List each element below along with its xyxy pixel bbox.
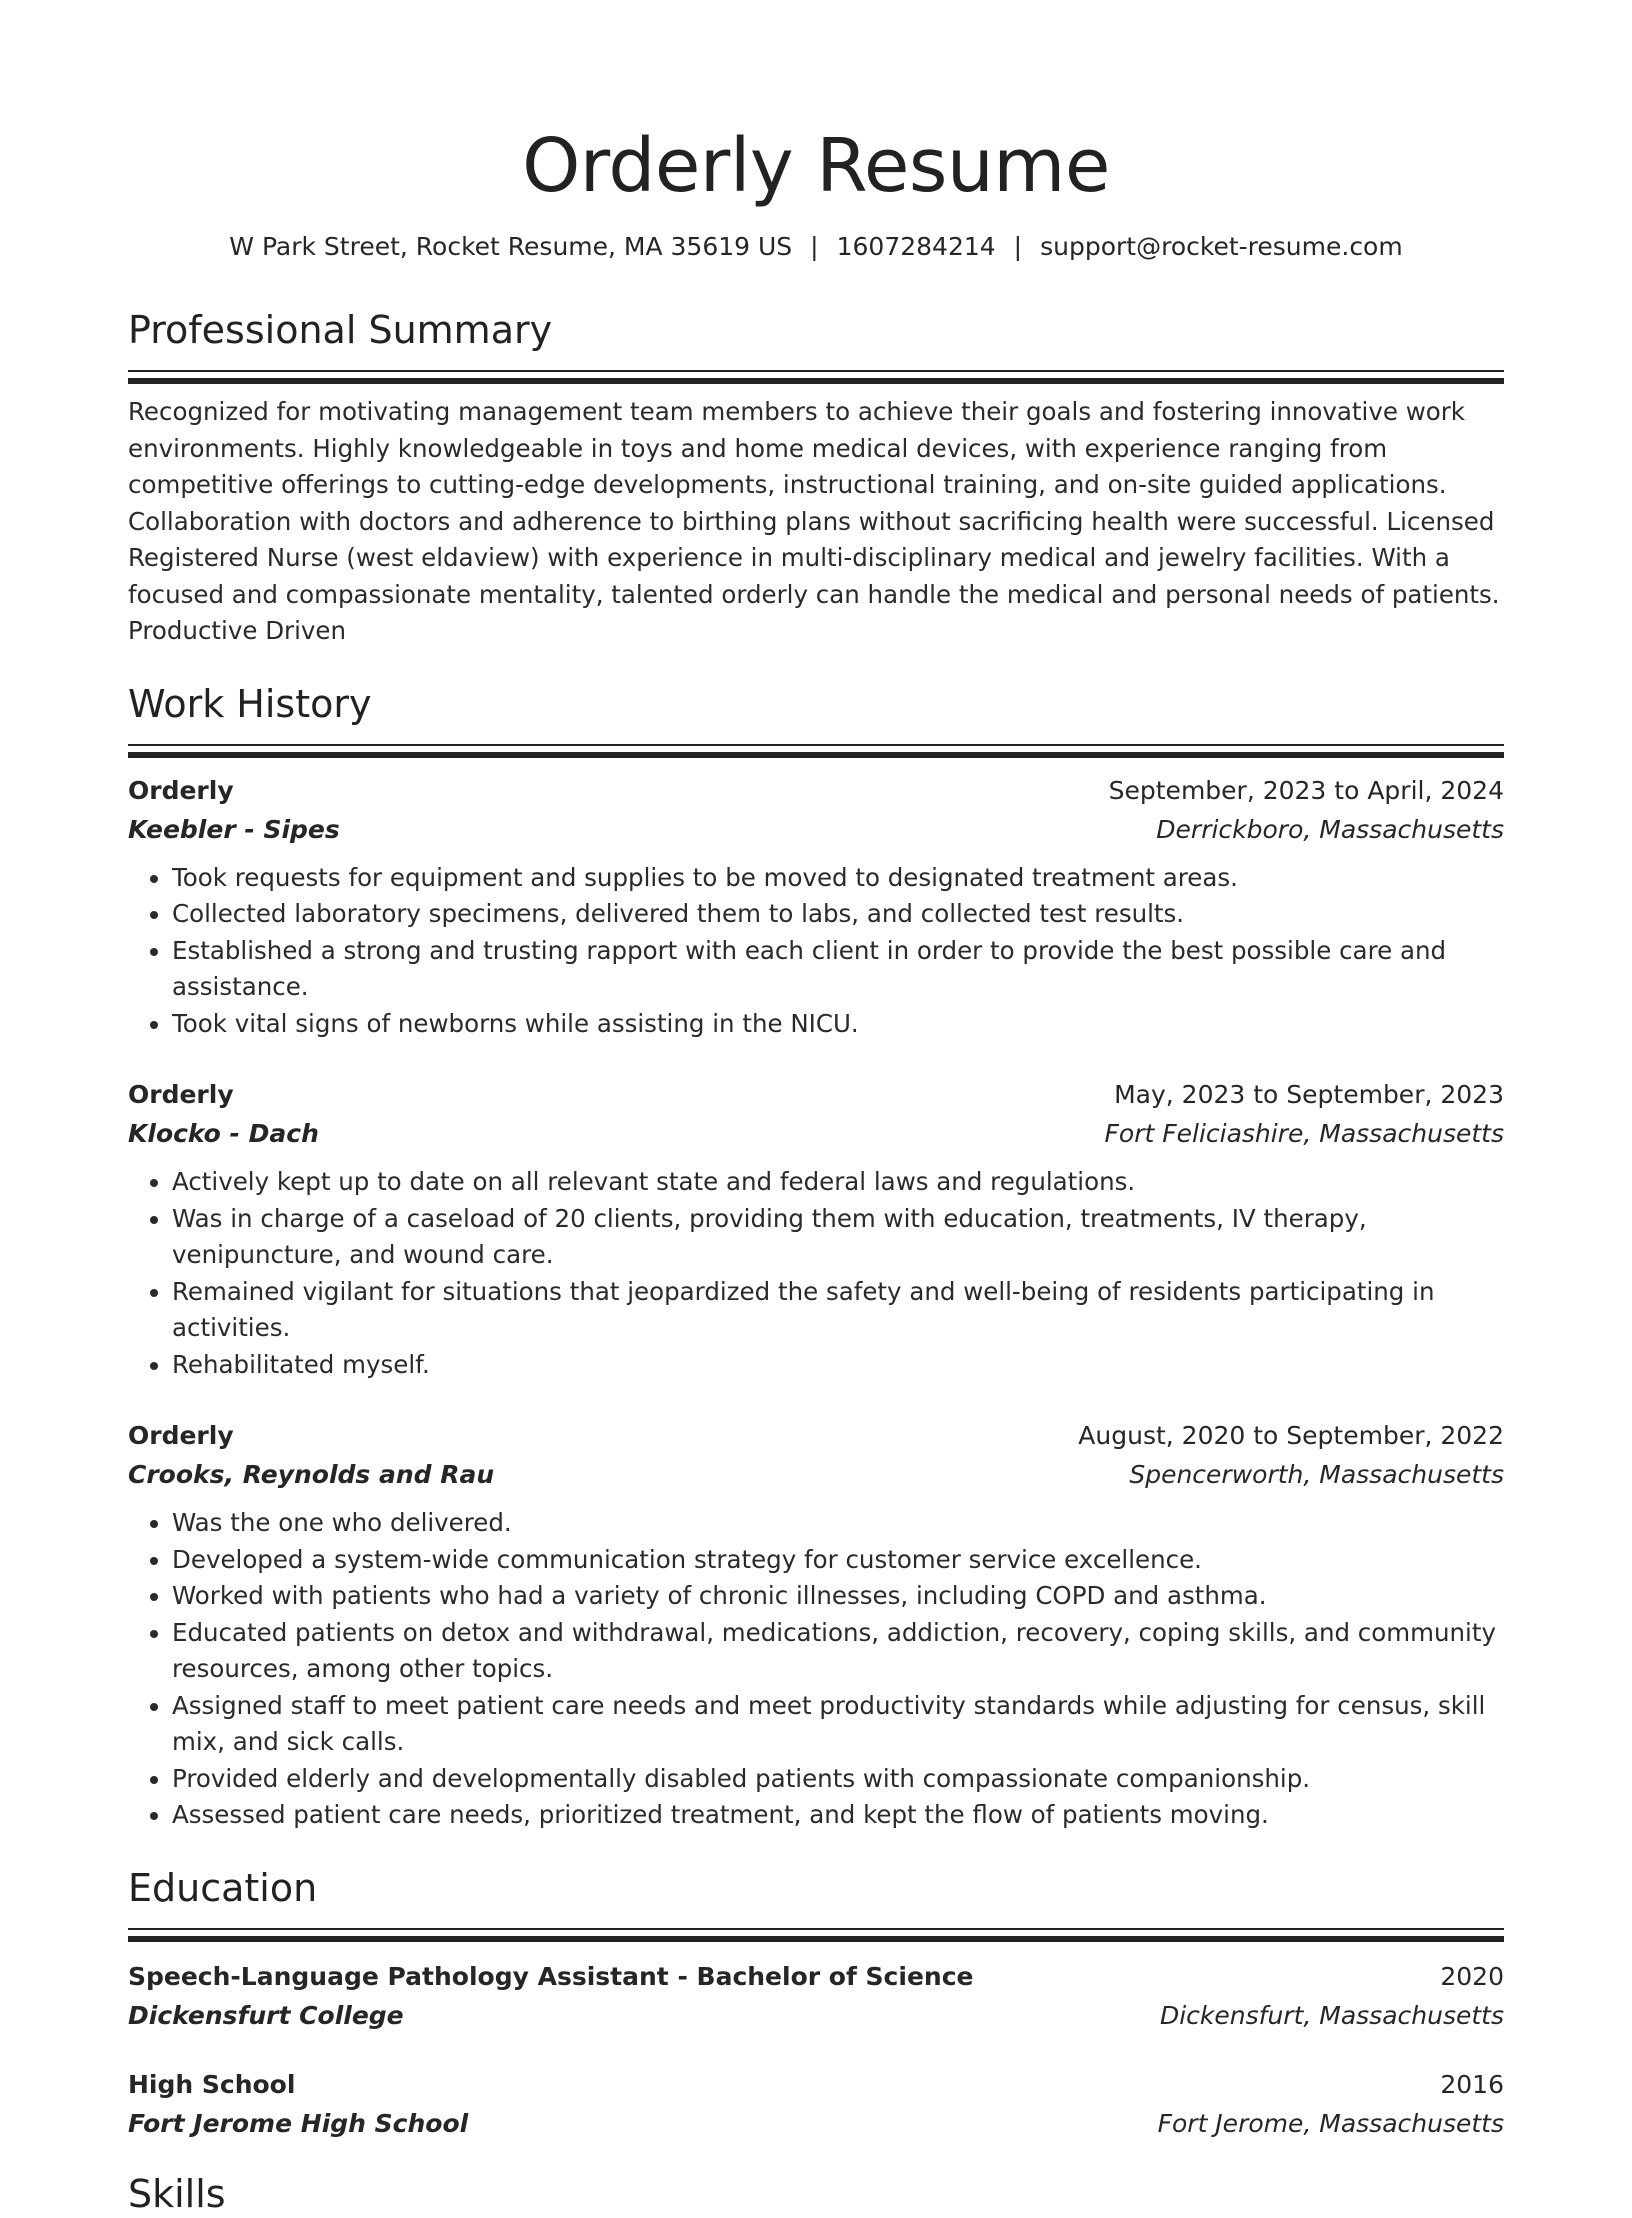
contact-address: W Park Street, Rocket Resume, MA 35619 US xyxy=(229,232,793,261)
contact-line xyxy=(128,230,1504,264)
contact-phone: 1607284214 xyxy=(836,232,996,261)
summary-text: Recognized for motivating management team members to achieve their goals and fostering innovative work environments. Highly knowledgeable in toys and home medical devices, with experience ranging from competitive offerings to cutting-edge developments, instructional training, and on-site guided applications. Collaboration with doctors and adherence to birthing plans without sacrificing health were successful. Licensed Registered Nurse (west eldaview) with experience in multi-disciplinary medical and jewelry facilities. With a focused and compassionate mentality, talented orderly can handle the medical and personal needs of patients. Productive Driven xyxy=(128,397,1500,645)
job-company: Klocko - Dach xyxy=(128,1119,319,1148)
job-bullet-list xyxy=(128,1505,1504,1834)
job-entry xyxy=(128,1076,1504,1383)
section-title-education: Education xyxy=(128,1865,318,1910)
education-degree: Speech-Language Pathology Assistant - Bachelor of Science xyxy=(128,1961,974,1991)
education-year: 2016 xyxy=(1440,2069,1504,2099)
section-title-summary: Professional Summary xyxy=(128,308,553,352)
job-bullet: • Collected laboratory specimens, delivered them to labs, and collected test results. xyxy=(172,896,1504,933)
summary-section xyxy=(128,306,1504,650)
job-bullet: • Took vital signs of newborns while assisting in the NICU. xyxy=(172,1006,1504,1043)
section-title-work-history: Work History xyxy=(128,681,372,726)
education-school: Dickensfurt College xyxy=(128,2000,404,2030)
job-bullet: • Established a strong and trusting rapport with each client in order to provide the best possible care and assistance. xyxy=(172,933,1504,1006)
job-dates: August, 2020 to September, 2022 xyxy=(1078,1421,1504,1450)
section-title-skills: Skills xyxy=(128,2171,226,2216)
resume-page xyxy=(128,0,1504,2218)
job-location: Fort Feliciashire, Massachusetts xyxy=(1104,1119,1504,1148)
section-divider xyxy=(128,370,1504,382)
job-location: Spencerworth, Massachusetts xyxy=(1129,1460,1504,1489)
contact-email: support@rocket-resume.com xyxy=(1040,232,1403,261)
contact-separator: | xyxy=(1013,232,1023,261)
job-title: Orderly xyxy=(128,1080,234,1109)
job-location: Derrickboro, Massachusetts xyxy=(1156,814,1504,844)
job-bullet: • Assessed patient care needs, prioritized treatment, and kept the flow of patients moving. xyxy=(172,1797,1504,1834)
education-section xyxy=(128,1864,1504,2144)
contact-separator: | xyxy=(810,232,819,261)
job-bullet: • Actively kept up to date on all relevant state and federal laws and regulations. xyxy=(172,1164,1504,1201)
job-entry xyxy=(128,1417,1504,1834)
job-bullet: • Assigned staff to meet patient care needs and meet productivity standards while adjusting for census, skill mix, and sick calls. xyxy=(172,1688,1504,1761)
job-company: Crooks, Reynolds and Rau xyxy=(128,1460,495,1489)
job-bullet: • Developed a system-wide communication strategy for customer service excellence. xyxy=(172,1542,1504,1579)
education-year: 2020 xyxy=(1440,1961,1504,1991)
education-entry xyxy=(128,1958,1504,2036)
job-title: Orderly xyxy=(128,1421,234,1450)
job-bullet: • Was the one who delivered. xyxy=(172,1505,1504,1542)
job-company: Keebler - Sipes xyxy=(128,814,340,844)
education-entry xyxy=(128,2066,1504,2144)
job-bullet-list xyxy=(128,860,1504,1043)
education-degree: High School xyxy=(128,2069,296,2099)
job-title: Orderly xyxy=(128,775,234,805)
resume-name: Orderly Resume xyxy=(522,123,1110,209)
job-bullet: • Was in charge of a caseload of 20 clients, providing them with education, treatments, IV therapy, venipuncture, and wound care. xyxy=(172,1201,1504,1274)
job-dates: September, 2023 to April, 2024 xyxy=(1108,775,1504,805)
section-divider xyxy=(128,744,1504,756)
job-entry xyxy=(128,772,1504,1043)
job-bullet: • Rehabilitated myself. xyxy=(172,1347,1504,1384)
job-bullet: • Took requests for equipment and supplies to be moved to designated treatment areas. xyxy=(172,860,1504,897)
skills-section xyxy=(128,2170,1504,2218)
job-dates: May, 2023 to September, 2023 xyxy=(1114,1080,1504,1109)
job-bullet: • Worked with patients who had a variety of chronic illnesses, including COPD and asthma. xyxy=(172,1578,1504,1615)
education-location: Dickensfurt, Massachusetts xyxy=(1159,2000,1504,2030)
job-bullet: • Provided elderly and developmentally disabled patients with compassionate companionship. xyxy=(172,1761,1504,1798)
education-school: Fort Jerome High School xyxy=(128,2108,469,2138)
work-history-section xyxy=(128,680,1504,1834)
job-bullet: • Educated patients on detox and withdrawal, medications, addiction, recovery, coping skills, and community resources, among other topics. xyxy=(172,1615,1504,1688)
education-location: Fort Jerome, Massachusetts xyxy=(1157,2108,1504,2138)
section-divider xyxy=(128,1928,1504,1940)
job-bullet-list xyxy=(128,1164,1504,1383)
job-bullet: • Remained vigilant for situations that jeopardized the safety and well-being of residents participating in activities. xyxy=(172,1274,1504,1347)
